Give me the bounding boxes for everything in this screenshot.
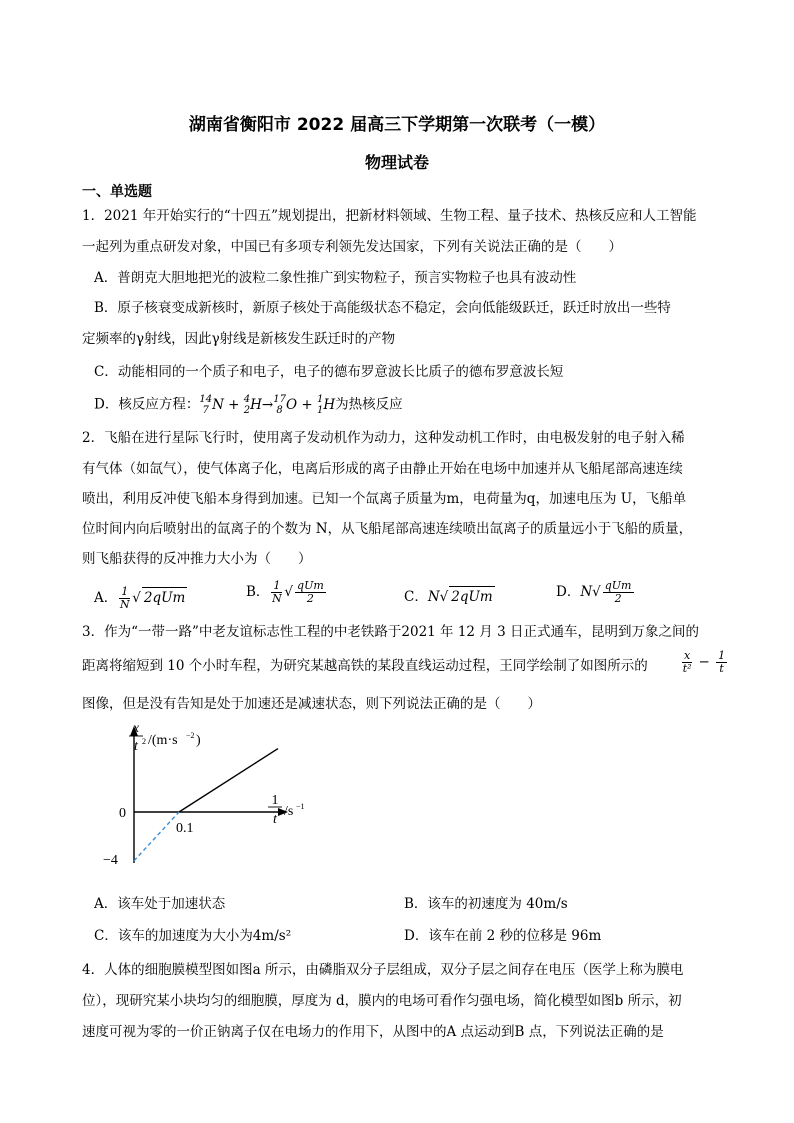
q3-stem-line3: 图像，但是没有告知是处于加速还是减速状态，则下列说法正确的是（ ） [82,696,541,712]
data-line-dashed-extension [134,812,179,861]
q2-option-c: C．N√ 2qUm [404,586,495,607]
svg-text:2: 2 [142,737,146,746]
q1-option-a: A．普朗克大胆地把光的波粒二象性推广到实物粒子，预言实物粒子也具有波动性 [94,270,577,286]
y-axis-label [129,721,201,754]
q3-stem-line1: 3．作为“一带一路”中老友谊标志性工程的中老铁路于2021 年 12 月 3 日正式通车，昆明到万象之间的 [82,624,699,640]
svg-text:1: 1 [271,793,279,808]
q1-option-d [94,394,734,416]
page-subtitle: 物理试卷 [364,153,429,172]
q1-option-d-prefix: D．核反应方程： [94,396,200,413]
x-axis [134,808,288,816]
q3-xt-expression: $\frac{x}{\text{t²}}$ − $\frac{1}{t}$ [682,649,726,675]
q2-stem-line1: 2．飞船在进行星际飞行时，使用离子发动机作为动力，这种发动机工作时，由电极发射的电子射入稀 [82,430,685,446]
q2-stem-line2: 有气体（如氙气），使气体离子化，电离后形成的离子由静止开始在电场中加速并从飞船尾部高速连续 [82,461,683,477]
data-line-solid [179,749,278,812]
svg-text:): ) [196,733,201,748]
q3-option-d: D．该车在前 2 秒的位移是 96m [404,928,602,944]
q3-graph [100,718,340,878]
q1-option-b-line1: B．原子核衰变成新核时，新原子核处于高能级状态不稳定，会向低能级跃迁，跃迁时放出一些特 [94,300,671,316]
svg-text:/s: /s [284,804,294,819]
q2-option-b: B． $\frac{1}{N}$ √ $\frac{\text{qUm}}{2}$ [246,579,324,605]
section-heading: 一、单选题 [82,184,152,200]
tick-label-x-0.1: 0.1 [176,821,194,836]
svg-text:/(m·s: /(m·s [148,733,178,748]
q4-stem-line2: 位），现研究某小块均匀的细胞膜，厚度为 d，膜内的电场可看作匀强电场，简化模型如图b 所示，初 [82,993,682,1009]
page-title: 湖南省衡阳市 2022 届高三下学期第一次联考（一模） [188,115,606,135]
q2-stem-line5: 则飞船获得的反冲推力大小为（ ） [82,551,312,567]
svg-text:−1: −1 [296,802,305,811]
q2-option-a: A． $\frac{1}{N}$ √ 2qUm [94,585,186,611]
svg-text:−2: −2 [186,731,195,740]
q2-stem-line4: 位时间内向后喷射出的氙离子的个数为 N，从飞船尾部高速连续喷出氙离子的质量远小于飞船的质量， [82,521,693,537]
q3-option-a: A．该车处于加速状态 [94,896,226,912]
tick-label-y-minus4: −4 [103,853,118,868]
q4-stem-line1: 4．人体的细胞膜模型图如图a 所示，由磷脂双分子层组成，双分子层之间存在电压（医学上称为膜电 [82,962,684,978]
q2-stem-line3: 喷出，利用反冲使飞船本身得到加速。已知一个氙离子质量为m，电荷量为q，加速电压为 U，飞船单 [82,491,687,507]
q1-stem-line1: 1．2021 年开始实行的“十四五”规划提出，把新材料领域、生物工程、量子技术、热核反应和人工智能 [82,208,697,224]
svg-text:x: x [132,721,140,736]
q3-stem-line2: 距离将缩短到 10 个小时车程，为研究某越高铁的某段直线运动过程，王同学绘制了如图所示的 [82,658,648,674]
q2-option-d: D．N√ $\frac{\text{qUm}}{2}$ [556,579,632,605]
tick-label-origin: 0 [119,806,126,821]
q1-option-b-line2: 定频率的γ射线，因此γ射线是新核发生跃迁时的产物 [82,331,396,347]
q3-option-c: C．该车的加速度为大小为4m/s² [94,928,292,944]
q4-stem-line3: 速度可视为零的一价正钠离子仅在电场力的作用下，从图中的A 点运动到B 点，下列说法正确的是 [82,1024,664,1040]
svg-text:t: t [273,812,277,827]
svg-text:t: t [134,739,138,754]
x-axis-label [268,793,305,827]
q1-stem-line2: 一起列为重点研发对象，中国已有多项专利领先发达国家，下列有关说法正确的是（ ） [82,239,622,255]
nuclear-equation: 14 7 N + 4 2 H→ 17 8 O + 1 1 H [199,394,336,416]
q1-option-d-suffix: 为热核反应 [335,396,403,413]
q3-option-b: B．该车的初速度为 40m/s [404,896,568,912]
q1-option-c: C．动能相同的一个质子和电子，电子的德布罗意波长比质子的德布罗意波长短 [94,364,564,380]
